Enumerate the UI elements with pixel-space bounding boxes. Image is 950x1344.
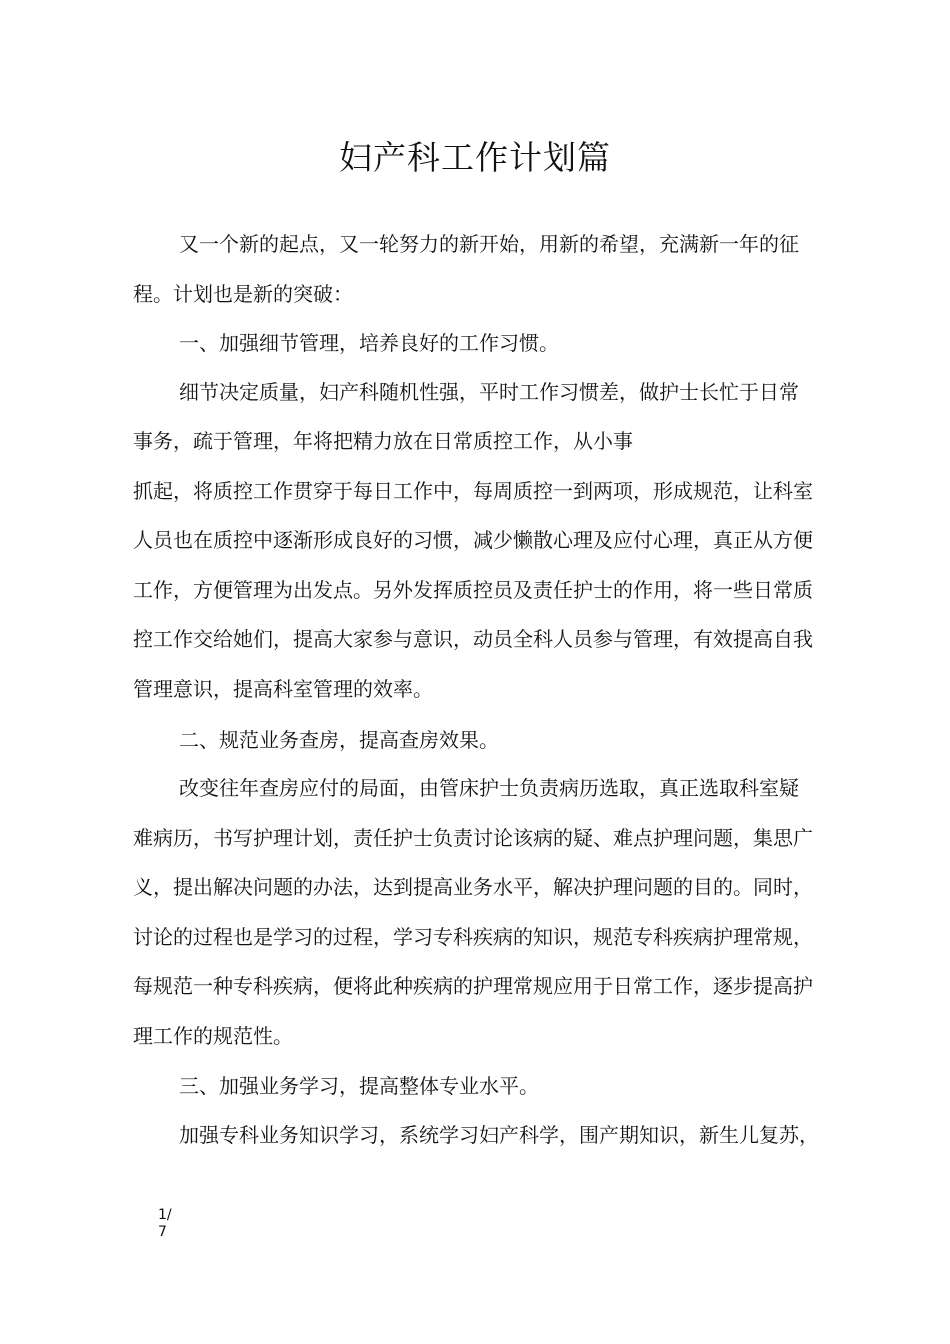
body-line-6: 人员也在质控中逐渐形成良好的习惯，减少懒散心理及应付心理，真正从方便 bbox=[133, 528, 813, 552]
body-line-12: 义，提出解决问题的办法，达到提高业务水平，解决护理问题的目的。同时， bbox=[133, 875, 813, 899]
section-heading-1: 一、加强细节管理，培养良好的工作习惯。 bbox=[179, 331, 559, 355]
body-line-9: 管理意识，提高科室管理的效率。 bbox=[133, 677, 433, 701]
body-line-16: 加强专科业务知识学习，系统学习妇产科学，围产期知识，新生儿复苏， bbox=[179, 1123, 819, 1147]
page-number-total: 7 bbox=[158, 1224, 167, 1240]
body-line-7: 工作，方便管理为出发点。另外发挥质控员及责任护士的作用，将一些日常质 bbox=[133, 578, 813, 602]
section-heading-3: 三、加强业务学习，提高整体专业水平。 bbox=[179, 1074, 539, 1098]
body-line-15: 理工作的规范性。 bbox=[133, 1024, 293, 1048]
body-line-10: 改变往年查房应付的局面，由管床护士负责病历选取，真正选取科室疑 bbox=[179, 776, 799, 800]
body-line-4: 事务，疏于管理，年将把精力放在日常质控工作，从小事 bbox=[133, 429, 633, 453]
body-line-8: 控工作交给她们，提高大家参与意识，动员全科人员参与管理，有效提高自我 bbox=[133, 627, 813, 651]
body-line-13: 讨论的过程也是学习的过程，学习专科疾病的知识，规范专科疾病护理常规， bbox=[133, 925, 813, 949]
section-heading-2: 二、规范业务查房，提高查房效果。 bbox=[179, 728, 499, 752]
body-line-11: 难病历，书写护理计划，责任护士负责讨论该病的疑、难点护理问题，集思广 bbox=[133, 826, 813, 850]
document-title: 妇产科工作计划篇 bbox=[339, 138, 611, 177]
page-number bbox=[158, 1207, 172, 1241]
body-line-3: 细节决定质量，妇产科随机性强，平时工作习惯差，做护士长忙于日常 bbox=[179, 380, 799, 404]
body-line-1: 又一个新的起点，又一轮努力的新开始，用新的希望，充满新一年的征 bbox=[179, 232, 799, 256]
page-number-current: 1/ bbox=[158, 1207, 172, 1223]
body-line-2: 程。计划也是新的突破： bbox=[133, 282, 353, 306]
body-line-14: 每规范一种专科疾病，便将此种疾病的护理常规应用于日常工作，逐步提高护 bbox=[133, 974, 813, 998]
body-line-5: 抓起，将质控工作贯穿于每日工作中，每周质控一到两项，形成规范，让科室 bbox=[133, 479, 813, 503]
